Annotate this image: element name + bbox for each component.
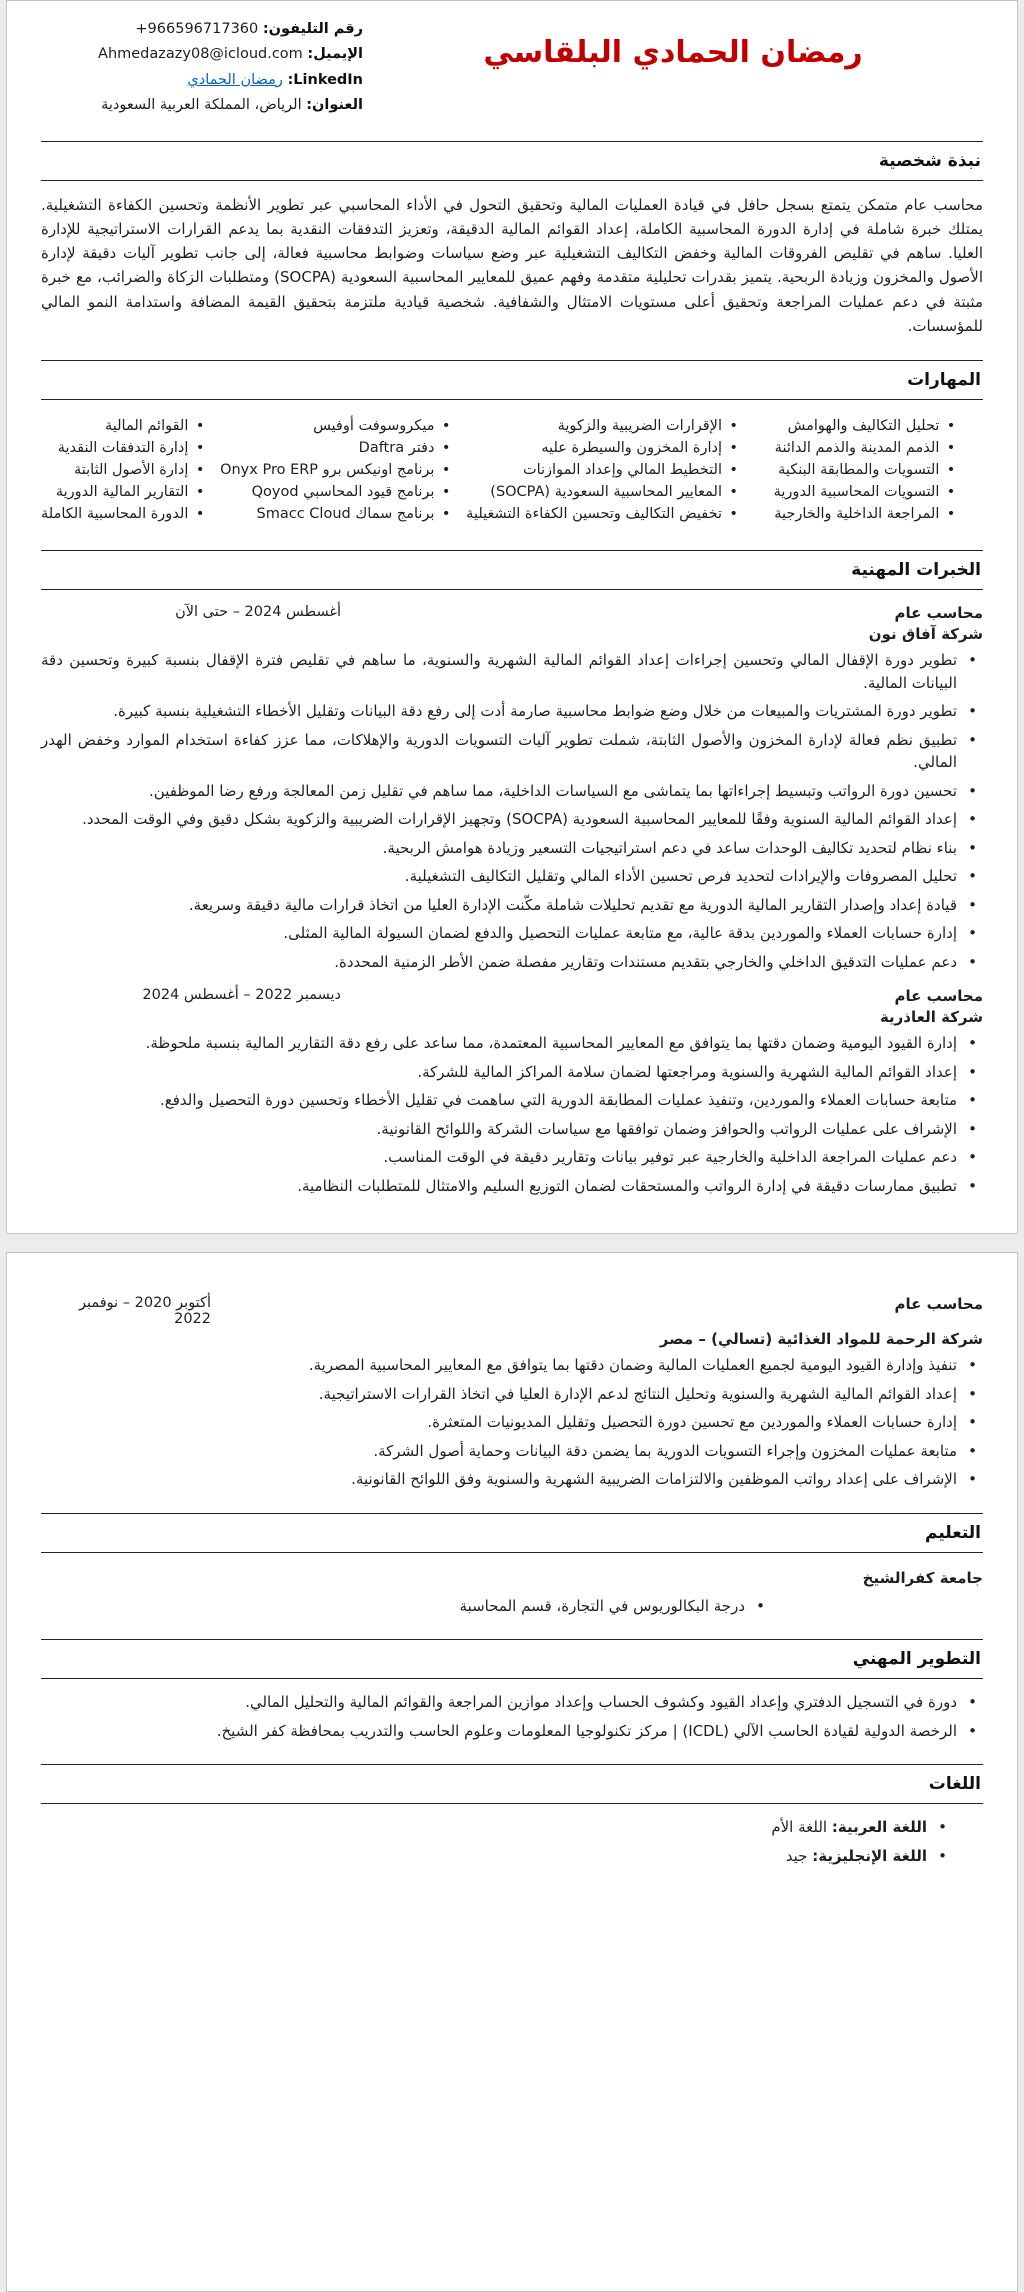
cv-page-1 <box>6 0 1018 1234</box>
education-school: جامعة كفرالشيخ <box>862 1568 983 1587</box>
language-level: اللغة الأم <box>771 1818 828 1837</box>
summary-text: محاسب عام متمكن يتمتع بسجل حافل في قيادة العمليات المالية وتحقيق التحول في الأداء المحاسبي عبر تطوير الأنظمة وتحسين الكفاءة التشغيلية. يمتلك خبرة شاملة في إدارة الدورة المحاسبية الكاملة، إعداد القوائم المالية الدقيقة، وتعزيز التدفقات النقدية بما يدعم القرارات الاستراتيجية للإدارة العليا. ساهم في تقليص الفروقات المالية وخفض التكاليف التشغيلية عبر وضع سياسات وضوابط محاسبية فعالة، إلى جانب تطوير آليات دقيقة لإدارة الأصول والمخزون وزيادة الربحية. يتميز بقدرات تحليلية متقدمة وفهم عميق للمعايير المحاسبية السعودية (SOCPA) ومتطلبات الزكاة والضرائب، مع خبرة مثبتة في دعم عمليات المراجعة وتحقيق أعلى مستويات الامتثال والشفافية. شخصية قيادية ملتزمة بتحقيق القيمة المضافة واستدامة النمو المالي للمؤسسات. <box>41 195 983 335</box>
language-items <box>41 1816 983 1867</box>
job-bullets <box>41 1354 983 1491</box>
linkedin-link[interactable]: رمضان الحمادي <box>187 71 283 88</box>
phone-label: رقم التليفون: <box>262 21 363 37</box>
job-role: محاسب عام <box>894 604 983 623</box>
skills-column-4 <box>41 412 204 528</box>
contact-phone <box>41 17 363 42</box>
section-education <box>41 1513 983 1618</box>
skill-item: • دفتر Daftra <box>220 440 450 456</box>
job-period: ديسمبر 2022 – أغسطس 2024 <box>142 987 341 1004</box>
skill-item: • المراجعة الداخلية والخارجية <box>774 506 956 522</box>
job-bullet: • متابعة حسابات العملاء والموردين، وتنفيذ عمليات المطابقة الدورية التي ساهمت في تقليل الأخطاء وتحسين دورة التحصيل والدفع. <box>41 1089 983 1112</box>
skills-column-2 <box>466 412 738 528</box>
job-bullets <box>41 649 983 973</box>
job-bullet: • إدارة القيود اليومية وضمان دقتها بما يتوافق مع المعايير المحاسبية المعتمدة، مما ساعد على رفع دقة التقارير المالية بنسبة ملحوظة. <box>41 1032 983 1055</box>
job-entry-2 <box>41 987 983 1197</box>
skill-item: • إدارة الأصول الثابتة <box>41 462 204 478</box>
job-bullet: • تنفيذ وإدارة القيود اليومية لجميع العمليات المالية وضمان دقتها بما يتوافق مع المعايير المحاسبية المصرية. <box>41 1354 983 1377</box>
skill-item: • المعايير المحاسبية السعودية (SOCPA) <box>466 484 738 500</box>
skill-item: • برنامج قيود المحاسبي Qoyod <box>220 484 450 500</box>
job-company: شركة العاذرية <box>879 1008 983 1027</box>
cv-page-2 <box>6 1252 1018 2292</box>
skill-item: • إدارة المخزون والسيطرة عليه <box>466 440 738 456</box>
skill-item: • برنامج اونيكس برو Onyx Pro ERP <box>220 462 450 478</box>
job-bullets <box>41 1032 983 1197</box>
section-summary <box>41 141 983 339</box>
job-bullet: • تطبيق ممارسات دقيقة في إدارة الرواتب والمستحقات لضمان التوزيع السليم والامتثال للمتطلبات النظامية. <box>41 1175 983 1198</box>
skills-column-1 <box>746 412 983 528</box>
language-item <box>41 1845 953 1868</box>
phone-value: +966596717360 <box>135 21 259 37</box>
section-languages <box>41 1764 983 1867</box>
language-item <box>41 1816 953 1839</box>
skill-item: • إدارة التدفقات النقدية <box>41 440 204 456</box>
job-header <box>41 987 983 1005</box>
job-bullet: • بناء نظام لتحديد تكاليف الوحدات ساعد في دعم استراتيجيات التسعير وزيادة هوامش الربحية. <box>41 837 983 860</box>
contact-address <box>41 93 363 118</box>
development-title: التطوير المهني <box>41 1639 983 1679</box>
job-bullet: • تحليل المصروفات والإيرادات لتحديد فرص تحسين الأداء المالي وتقليل التكاليف التشغيلية. <box>41 865 983 888</box>
skill-item: • برنامج سماك Smacc Cloud <box>220 506 450 522</box>
job-company: شركة آفاق نون <box>868 625 983 644</box>
skills-grid <box>41 412 983 528</box>
job-bullet: • متابعة عمليات المخزون وإجراء التسويات الدورية بما يضمن دقة البيانات وحماية أصول الشركة. <box>41 1440 983 1463</box>
address-label: العنوان: <box>306 97 363 114</box>
email-label: الإيميل: <box>307 46 363 63</box>
section-development <box>41 1639 983 1742</box>
contact-email <box>41 42 363 67</box>
language-label: اللغة الإنجليزية: <box>812 1846 927 1865</box>
skill-item: • الذمم المدينة والذمم الدائنة <box>774 440 956 456</box>
job-bullet: • تطوير دورة المشتريات والمبيعات من خلال وضع ضوابط محاسبية صارمة أدت إلى رفع دقة البيانات وتقليل الأخطاء التشغيلية بنسبة كبيرة. <box>41 700 983 723</box>
email-value: Ahmedazazy08@icloud.com <box>98 46 303 63</box>
development-items <box>41 1691 983 1742</box>
skill-item: • الإقرارات الضريبية والزكوية <box>466 418 738 434</box>
education-degree: • درجة البكالوريوس في التجارة، قسم المحاسبة <box>41 1595 771 1618</box>
job-role: محاسب عام <box>894 1295 983 1314</box>
language-level: جيد <box>785 1846 808 1865</box>
skill-item: • تخفيض التكاليف وتحسين الكفاءة التشغيلية <box>466 506 738 522</box>
development-item: • دورة في التسجيل الدفتري وإعداد القيود وكشوف الحساب وإعداد موازين المراجعة والقوائم المالية والتحليل المالي. <box>41 1691 983 1714</box>
section-skills <box>41 360 983 528</box>
skill-item: • ميكروسوفت أوفيس <box>220 418 450 434</box>
job-bullet: • إعداد القوائم المالية الشهرية والسنوية ومراجعتها لضمان سلامة المراكز المالية للشركة. <box>41 1061 983 1084</box>
languages-title: اللغات <box>41 1764 983 1804</box>
job-bullet: • إدارة حسابات العملاء والموردين مع تحسين دورة التحصيل وتقليل المديونيات المتعثرة. <box>41 1411 983 1434</box>
skills-title: المهارات <box>41 360 983 400</box>
job-bullet: • قيادة إعداد وإصدار التقارير المالية الدورية مع تقديم تحليلات شاملة مكّنت الإدارة العليا من اتخاذ قرارات مالية دقيقة وسريعة. <box>41 894 983 917</box>
development-item: • الرخصة الدولية لقيادة الحاسب الآلي (ICDL) | مركز تكنولوجيا المعلومات وعلوم الحاسب والتدريب بمحافظة كفر الشيخ. <box>41 1720 983 1743</box>
cv-header <box>41 17 983 119</box>
skill-item: • تحليل التكاليف والهوامش <box>774 418 956 434</box>
job-role: محاسب عام <box>894 987 983 1006</box>
experience-title: الخبرات المهنية <box>41 550 983 590</box>
skill-item: • الدورة المحاسبية الكاملة <box>41 506 204 522</box>
skill-item: • التقارير المالية الدورية <box>41 484 204 500</box>
job-bullet: • إدارة حسابات العملاء والموردين بدقة عالية، مع متابعة عمليات التحصيل والدفع لضمان السيولة المالية المثلى. <box>41 922 983 945</box>
job-period: أغسطس 2024 – حتى الآن <box>175 604 341 621</box>
job-bullet: • دعم عمليات المراجعة الداخلية والخارجية عبر توفير بيانات وتقارير دقيقة في الوقت المناسب. <box>41 1146 983 1169</box>
job-bullet: • تطبيق نظم فعالة لإدارة المخزون والأصول الثابتة، شملت تطوير آليات التسويات الدورية والإهلاكات، مما عزز كفاءة استخدام الموارد وخفض الهدر المالي. <box>41 729 983 774</box>
job-bullet: • الإشراف على إعداد رواتب الموظفين والالتزامات الضريبية الشهرية والسنوية وفق اللوائح القانونية. <box>41 1468 983 1491</box>
job-bullet: • الإشراف على عمليات الرواتب والحوافز وضمان توافقها مع سياسات الشركة واللوائح القانونية. <box>41 1118 983 1141</box>
summary-title: نبذة شخصية <box>41 141 983 181</box>
contact-block <box>41 17 363 119</box>
address-value: الرياض، المملكة العربية السعودية <box>101 97 302 114</box>
contact-linkedin <box>41 68 363 93</box>
job-bullet: • إعداد القوائم المالية الشهرية والسنوية وتحليل النتائج لدعم الإدارة العليا في اتخاذ القرارات الاستراتيجية. <box>41 1383 983 1406</box>
job-company: شركة الرحمة للمواد الغذائية (تسالي) – مصر <box>659 1330 983 1349</box>
skill-item: • القوائم المالية <box>41 418 204 434</box>
job-entry-3 <box>41 1295 983 1491</box>
job-bullet: • دعم عمليات التدقيق الداخلي والخارجي بتقديم مستندات وتقارير مفصلة ضمن الأطر الزمنية المحددة. <box>41 951 983 974</box>
job-bullet: • إعداد القوائم المالية السنوية وفقًا للمعايير المحاسبية السعودية (SOCPA) وتجهيز الإقرارات الضريبية والزكوية بشكل دقيق وفي الوقت المحدد. <box>41 808 983 831</box>
section-experience <box>41 550 983 1197</box>
skill-item: • التسويات والمطابقة البنكية <box>774 462 956 478</box>
job-header <box>41 604 983 622</box>
education-items <box>41 1595 983 1618</box>
candidate-name: رمضان الحمادي البلقاسي <box>483 35 863 70</box>
job-period: أكتوبر 2020 – نوفمبر 2022 <box>78 1295 211 1328</box>
skills-column-3 <box>212 412 458 528</box>
job-bullet: • تحسين دورة الرواتب وتبسيط إجراءاتها بما يتماشى مع السياسات الداخلية، مما ساهم في تقليل زمن المعالجة ورفع رضا الموظفين. <box>41 780 983 803</box>
education-title: التعليم <box>41 1513 983 1553</box>
job-bullet: • تطوير دورة الإقفال المالي وتحسين إجراءات إعداد القوائم المالية الشهرية والسنوية، ما ساهم في تقليص فترة الإقفال بنسبة كبيرة وتحسين دقة البيانات المالية. <box>41 649 983 694</box>
job-entry-1 <box>41 604 983 973</box>
skill-item: • التسويات المحاسبية الدورية <box>774 484 956 500</box>
language-label: اللغة العربية: <box>831 1818 927 1837</box>
linkedin-label: LinkedIn: <box>287 71 363 88</box>
skill-item: • التخطيط المالي وإعداد الموازنات <box>466 462 738 478</box>
job-header <box>41 1295 983 1327</box>
